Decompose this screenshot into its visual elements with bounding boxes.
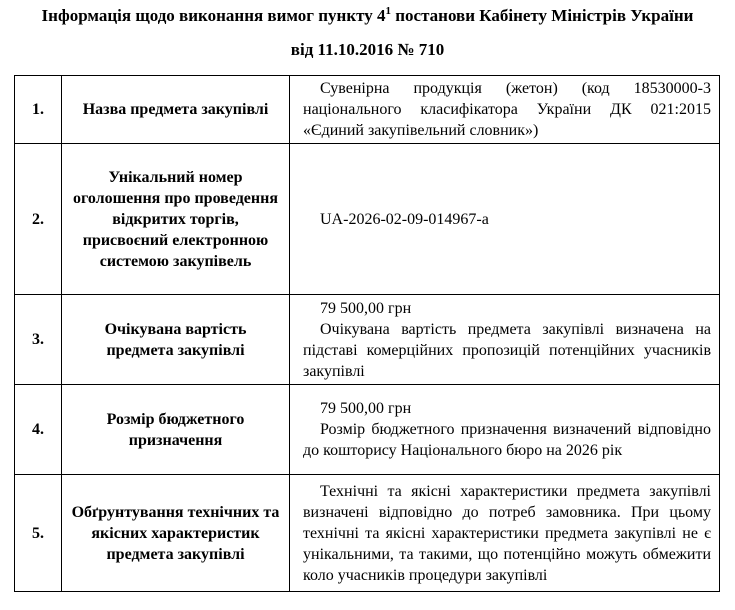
- row-value: [290, 385, 720, 475]
- row-number: 3.: [15, 295, 62, 385]
- row-label: Обґрунтування технічних та якісних характеристик предмета закупівлі: [62, 475, 290, 592]
- table-row: [15, 144, 720, 295]
- title-superscript: 1: [385, 5, 391, 17]
- table-row: [15, 295, 720, 385]
- title-tail: постанови Кабінету Міністрів України: [391, 6, 694, 25]
- justification-text: Технічні та якісні характеристики предмета закупівлі визначені відповідно до потреб замовника. При цьому технічні та якісні характеристики предмета закупівлі не є унікальними, та такими, що потенційно можуть обмежити коло учасників процедури закупівлі: [303, 482, 711, 584]
- subject-name-text: Сувенірна продукція (жетон) (код 18530000-3 національного класифікатора України ДК 021:2015 «Єдиний закупівельний словник»): [303, 80, 711, 139]
- row-label: Розмір бюджетного призначення: [62, 385, 290, 475]
- tender-id-text: UA-2026-02-09-014967-a: [320, 210, 489, 228]
- row-number: 5.: [15, 475, 62, 592]
- row-number: 4.: [15, 385, 62, 475]
- row-value: [290, 295, 720, 385]
- budget-amount: 79 500,00 грн: [320, 400, 412, 417]
- row-label: Очікувана вартість предмета закупівлі: [62, 295, 290, 385]
- document-title: [0, 6, 735, 26]
- title-main: Інформація щодо виконання вимог пункту 4: [41, 6, 386, 25]
- row-value: [290, 76, 720, 144]
- expected-cost-amount: 79 500,00 грн: [320, 299, 412, 317]
- table-row: [15, 385, 720, 475]
- document-subtitle: від 11.10.2016 № 710: [290, 40, 445, 59]
- row-value: [290, 144, 720, 295]
- expected-cost-text: Очікувана вартість предмета закупівлі визначена на підставі комерційних пропозицій потенційних учасників закупівлі: [303, 320, 711, 380]
- row-number: 2.: [15, 144, 62, 295]
- budget-text: Розмір бюджетного призначення визначений відповідно до кошторису Національного бюро на 2026 рік: [303, 421, 711, 459]
- row-value: [290, 475, 720, 592]
- row-number: 1.: [15, 76, 62, 144]
- procurement-info-table: [14, 75, 720, 592]
- table-row: [15, 475, 720, 592]
- row-label: Назва предмета закупівлі: [62, 76, 290, 144]
- row-label: Унікальний номер оголошення про проведення відкритих торгів, присвоєний електронною системою закупівель: [62, 144, 290, 295]
- table-row: [15, 76, 720, 144]
